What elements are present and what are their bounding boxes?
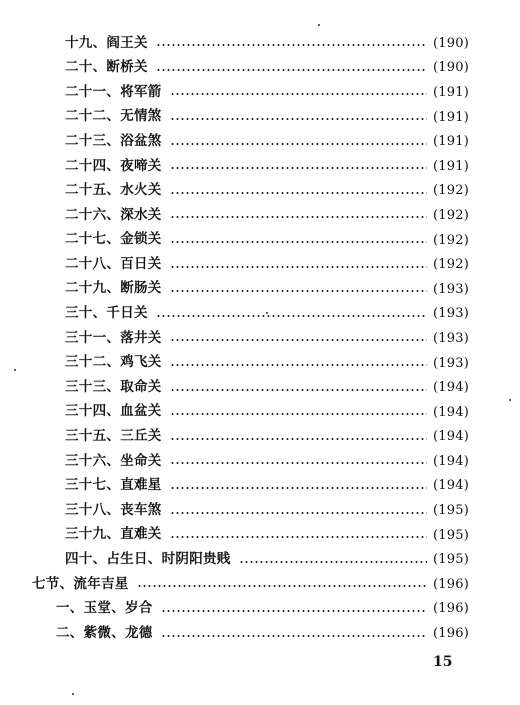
toc-entry-page: (194) xyxy=(433,478,469,494)
dot-leader xyxy=(170,93,427,95)
toc-entry-title: 三十一、落井关 xyxy=(65,329,162,346)
dot-leader xyxy=(156,315,427,317)
toc-entry-page: (196) xyxy=(433,601,469,617)
toc-entry xyxy=(0,105,469,130)
toc-entry-page: (191) xyxy=(433,134,469,150)
toc-entry xyxy=(0,31,469,56)
toc-entry-title: 二十五、水火关 xyxy=(65,182,162,199)
toc-entry xyxy=(0,449,469,474)
toc-entry xyxy=(0,425,469,450)
toc-entry xyxy=(0,203,469,228)
dot-leader xyxy=(170,118,427,120)
dot-leader xyxy=(170,266,427,268)
toc-entry-page: (195) xyxy=(433,503,469,519)
scan-speck xyxy=(509,399,511,401)
toc-entry xyxy=(0,179,469,204)
dot-leader xyxy=(170,389,427,391)
dot-leader xyxy=(170,364,427,366)
scan-speck xyxy=(72,693,74,695)
toc-entry-title: 三十六、坐命关 xyxy=(65,452,162,469)
toc-entry xyxy=(0,547,469,572)
toc-entry-page: (190) xyxy=(433,60,469,76)
toc-entry-title: 三十九、直难关 xyxy=(65,526,162,543)
toc-entry-title: 二十七、金锁关 xyxy=(65,231,162,248)
toc-entry xyxy=(0,375,469,400)
toc-entry-title: 三十七、直难星 xyxy=(65,477,162,494)
toc-entry xyxy=(0,523,469,548)
toc-entry xyxy=(0,80,469,105)
toc-entry-title: 一、玉堂、岁合 xyxy=(56,600,153,617)
dot-leader xyxy=(170,339,427,341)
toc-entry-page: (192) xyxy=(433,257,469,273)
dot-leader xyxy=(170,192,427,194)
dot-leader xyxy=(170,290,427,292)
toc-entry-page: (192) xyxy=(433,183,469,199)
dot-leader xyxy=(170,413,427,415)
toc-entry xyxy=(0,326,469,351)
toc-entry-page: (196) xyxy=(433,626,469,642)
toc-entry-page: (194) xyxy=(433,453,469,469)
toc-entry-page: (191) xyxy=(433,84,469,100)
toc-entry-page: (191) xyxy=(433,158,469,174)
toc-entry-title: 二十八、百日关 xyxy=(65,255,162,272)
toc-entry-page: (192) xyxy=(433,232,469,248)
toc-entry-page: (194) xyxy=(433,380,469,396)
toc-entry xyxy=(0,621,469,646)
toc-entry xyxy=(0,277,469,302)
page-number: 15 xyxy=(433,654,453,670)
toc-entry-page: (194) xyxy=(433,404,469,420)
toc-entry-page: (194) xyxy=(433,429,469,445)
dot-leader xyxy=(170,216,427,218)
toc-entry-title: 三十八、丧车煞 xyxy=(65,501,162,518)
table-of-contents xyxy=(0,31,520,646)
dot-leader xyxy=(161,610,427,612)
scan-speck xyxy=(14,369,16,371)
toc-entry-title: 三十五、三丘关 xyxy=(65,428,162,445)
toc-entry-page: (193) xyxy=(433,330,469,346)
dot-leader xyxy=(170,438,427,440)
toc-entry xyxy=(0,56,469,81)
toc-entry xyxy=(0,474,469,499)
toc-entry-title: 二十三、浴盆煞 xyxy=(65,132,162,149)
dot-leader xyxy=(239,561,427,563)
toc-entry-title: 二十六、深水关 xyxy=(65,206,162,223)
toc-entry xyxy=(0,154,469,179)
toc-entry xyxy=(0,400,469,425)
toc-entry-page: (193) xyxy=(433,355,469,371)
toc-entry xyxy=(0,129,469,154)
toc-entry-title: 二十一、将军箭 xyxy=(65,83,162,100)
toc-entry xyxy=(0,597,469,622)
toc-entry xyxy=(0,228,469,253)
dot-leader xyxy=(170,536,427,538)
dot-leader xyxy=(161,635,427,637)
toc-entry-title: 二十、断桥关 xyxy=(65,59,148,76)
dot-leader xyxy=(170,462,427,464)
dot-leader xyxy=(170,167,427,169)
toc-entry-page: (196) xyxy=(433,576,469,592)
toc-entry-page: (195) xyxy=(433,527,469,543)
toc-entry-page: (192) xyxy=(433,207,469,223)
toc-entry xyxy=(0,351,469,376)
dot-leader xyxy=(170,241,427,243)
toc-entry-title: 十九、阎王关 xyxy=(65,34,148,51)
toc-entry-title: 七节、流年吉星 xyxy=(32,575,129,592)
scan-speck xyxy=(266,312,268,314)
toc-entry-title: 四十、占生日、时阴阳贵贱 xyxy=(65,551,231,568)
scan-speck xyxy=(318,24,320,26)
dot-leader xyxy=(170,487,427,489)
toc-entry-page: (193) xyxy=(433,306,469,322)
dot-leader xyxy=(156,69,427,71)
dot-leader xyxy=(137,585,427,587)
toc-entry-page: (190) xyxy=(433,35,469,51)
toc-entry-title: 二、紫微、龙德 xyxy=(56,624,153,641)
toc-entry-page: (193) xyxy=(433,281,469,297)
toc-entry-title: 三十四、血盆关 xyxy=(65,403,162,420)
toc-entry-title: 三十、千日关 xyxy=(65,305,148,322)
toc-entry xyxy=(0,498,469,523)
toc-entry-title: 二十二、无情煞 xyxy=(65,108,162,125)
toc-entry-page: (191) xyxy=(433,109,469,125)
dot-leader xyxy=(170,512,427,514)
dot-leader xyxy=(170,143,427,145)
toc-entry-title: 三十二、鸡飞关 xyxy=(65,354,162,371)
toc-entry xyxy=(0,302,469,327)
toc-entry-title: 三十三、取命关 xyxy=(65,378,162,395)
dot-leader xyxy=(156,44,427,46)
toc-section-heading xyxy=(0,572,469,597)
toc-entry-title: 二十九、断肠关 xyxy=(65,280,162,297)
toc-entry-title: 二十四、夜啼关 xyxy=(65,157,162,174)
toc-entry xyxy=(0,252,469,277)
toc-entry-page: (195) xyxy=(433,552,469,568)
